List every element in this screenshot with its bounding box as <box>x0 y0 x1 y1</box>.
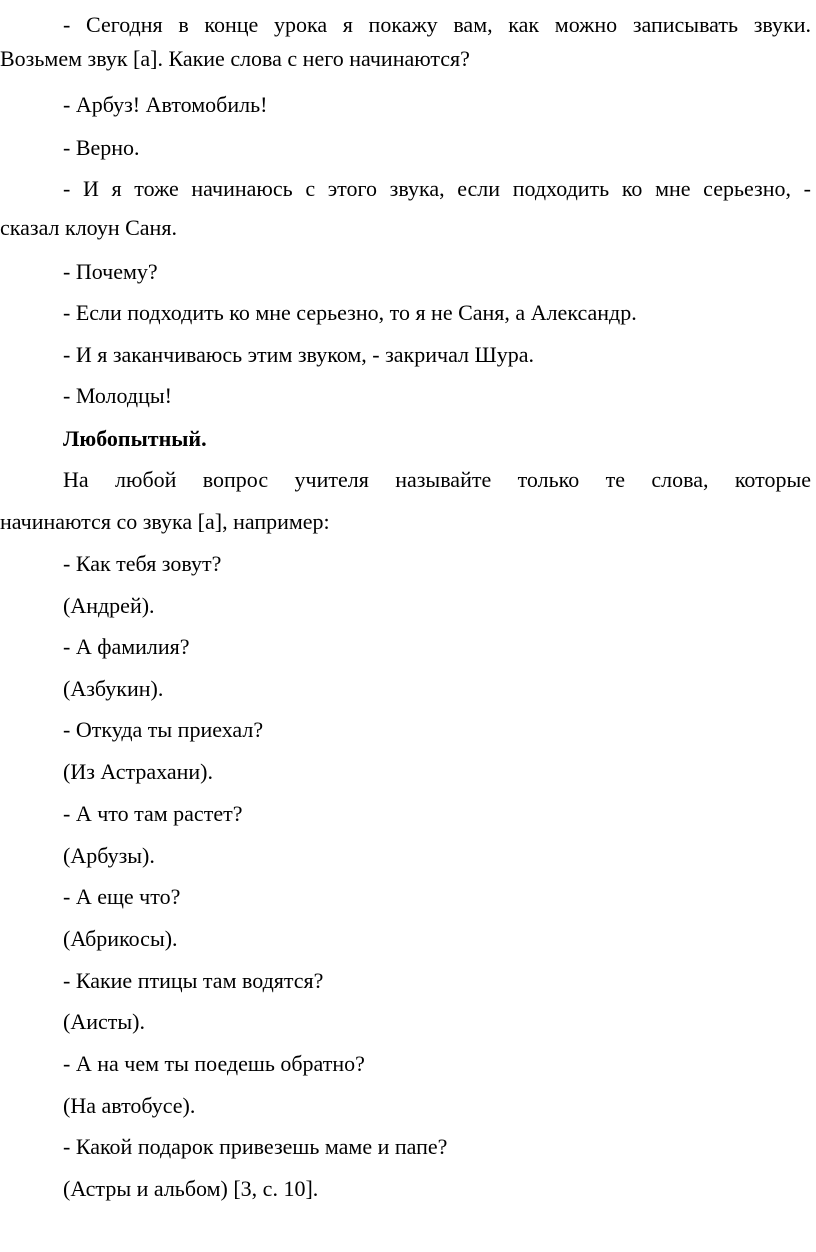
paragraph-line: - Какие птицы там водятся? <box>63 968 324 993</box>
paragraph-line: - Сегодня в конце урока я покажу вам, как можно записывать звуки. <box>63 12 811 37</box>
paragraph-line: (Абрикосы). <box>63 926 178 951</box>
paragraph-line: (Аисты). <box>63 1009 145 1034</box>
paragraph-line: (Арбузы). <box>63 843 155 868</box>
paragraph-line: сказал клоун Саня. <box>0 215 177 240</box>
paragraph-line: - Как тебя зовут? <box>63 551 222 576</box>
paragraph-line: - А на чем ты поедешь обратно? <box>63 1051 365 1076</box>
paragraph-line: - Арбуз! Автомобиль! <box>63 92 268 117</box>
paragraph-line: - А еще что? <box>63 884 181 909</box>
paragraph-line: - И я заканчиваюсь этим звуком, - закричал Шура. <box>63 342 534 367</box>
paragraph-line: (На автобусе). <box>63 1093 196 1118</box>
paragraph-line: - И я тоже начинаюсь с этого звука, если подходить ко мне серьезно, - <box>63 176 811 201</box>
section-heading: Любопытный. <box>63 426 207 451</box>
paragraph-line: начинаются со звука [а], например: <box>0 509 330 534</box>
paragraph-line: - Молодцы! <box>63 383 172 408</box>
paragraph-line: (Андрей). <box>63 593 155 618</box>
paragraph-line: (Азбукин). <box>63 676 164 701</box>
paragraph-line: - Какой подарок привезешь маме и папе? <box>63 1134 448 1159</box>
paragraph-line: (Астры и альбом) [3, с. 10]. <box>63 1176 319 1201</box>
paragraph-line: - Откуда ты приехал? <box>63 717 264 742</box>
paragraph-line: - Если подходить ко мне серьезно, то я не Саня, а Александр. <box>63 300 637 325</box>
paragraph-line: - А фамилия? <box>63 634 190 659</box>
paragraph-line: - А что там растет? <box>63 801 243 826</box>
paragraph-line: (Из Астрахани). <box>63 759 214 784</box>
paragraph-line: - Почему? <box>63 259 158 284</box>
paragraph-line: - Верно. <box>63 135 140 160</box>
paragraph-line: Возьмем звук [а]. Какие слова с него начинаются? <box>0 46 470 71</box>
paragraph-line: На любой вопрос учителя называйте только те слова, которые <box>63 467 811 492</box>
